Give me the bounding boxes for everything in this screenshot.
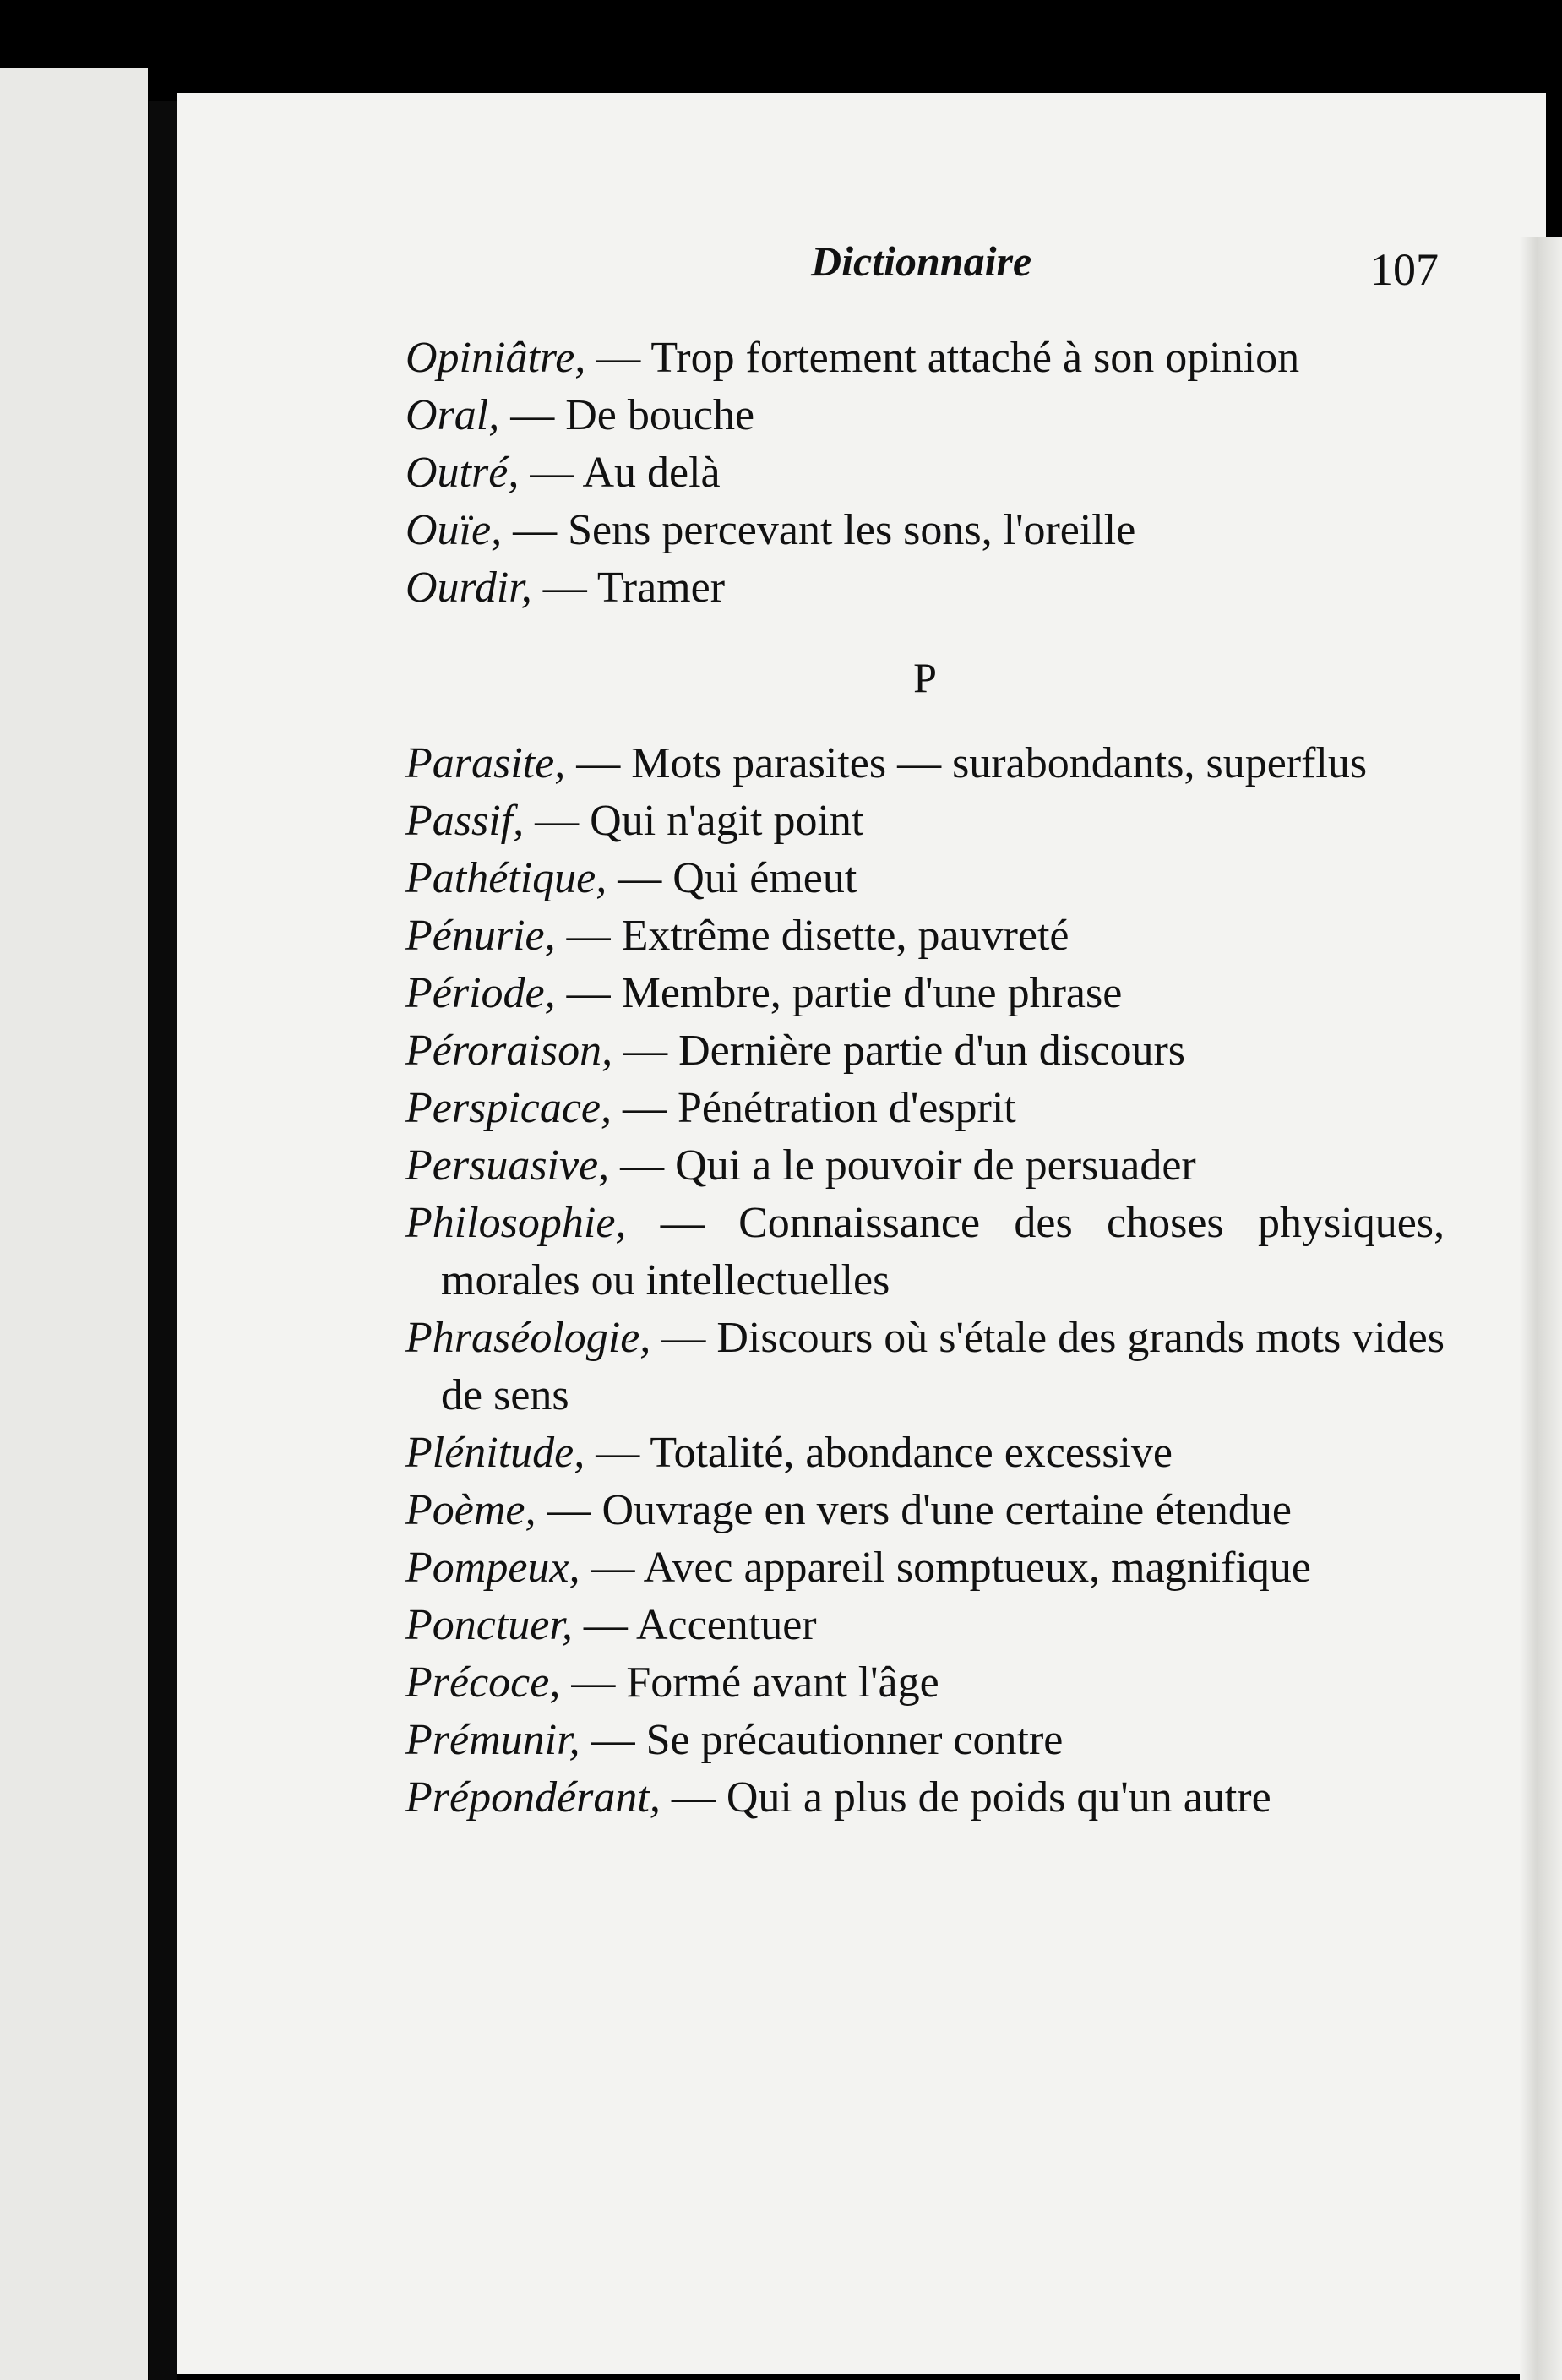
right-page-edge bbox=[1520, 237, 1562, 2380]
entry-term: Pompeux, bbox=[405, 1544, 580, 1592]
dictionary-entry: Ponctuer, — Accentuer bbox=[405, 1601, 817, 1649]
dictionary-entry: Pénurie, — Extrême disette, pauvreté bbox=[405, 912, 1069, 960]
entry-term: Opiniâtre, bbox=[405, 334, 586, 382]
entry-term: Perspicace, bbox=[405, 1084, 612, 1132]
dictionary-entry: Précoce, — Formé avant l'âge bbox=[405, 1658, 939, 1707]
dictionary-entry: Prémunir, — Se précautionner contre bbox=[405, 1716, 1064, 1764]
dictionary-entry: Perspicace, — Pénétration d'esprit bbox=[405, 1084, 1016, 1132]
dictionary-entries bbox=[405, 329, 1445, 1827]
entry-definition: Mots parasites — surabondants, superflus bbox=[631, 739, 1368, 787]
dictionary-entry: Péroraison, — Dernière partie d'un discours bbox=[405, 1027, 1186, 1075]
dictionary-entry: Oral, — De bouche bbox=[405, 391, 755, 439]
entry-definition: Ouvrage en vers d'une certaine étendue bbox=[601, 1486, 1292, 1534]
dictionary-entry: Philosophie, — Connaissance des choses physiques, morales ou intellectuelles bbox=[405, 1199, 1445, 1304]
running-head: Dictionnaire bbox=[811, 237, 1032, 285]
entry-term: Philosophie, bbox=[405, 1199, 627, 1247]
dictionary-entry: Poème, — Ouvrage en vers d'une certaine étendue bbox=[405, 1486, 1292, 1534]
entry-term: Prémunir, bbox=[405, 1716, 580, 1764]
entry-term: Passif, bbox=[405, 797, 525, 845]
page-number: 107 bbox=[1370, 244, 1439, 295]
entry-definition: Trop fortement attaché à son opinion bbox=[650, 334, 1300, 382]
entry-definition: Qui a le pouvoir de persuader bbox=[675, 1141, 1196, 1190]
entry-term: Plénitude, bbox=[405, 1429, 585, 1477]
entry-definition: Qui a plus de poids qu'un autre bbox=[726, 1773, 1271, 1822]
entry-term: Prépondérant, bbox=[405, 1773, 661, 1822]
entry-term: Parasite, bbox=[405, 739, 566, 787]
dictionary-entry: Ouïe, — Sens percevant les sons, l'oreille bbox=[405, 506, 1136, 554]
entry-term: Précoce, bbox=[405, 1658, 561, 1707]
entry-definition: Sens percevant les sons, l'oreille bbox=[568, 506, 1136, 554]
dictionary-entry: Pathétique, — Qui émeut bbox=[405, 854, 857, 902]
dictionary-entry: Phraséologie, — Discours où s'étale des grands mots vides de sens bbox=[405, 1314, 1445, 1419]
dictionary-entry: Prépondérant, — Qui a plus de poids qu'un autre bbox=[405, 1773, 1271, 1822]
entry-definition: Pénétration d'esprit bbox=[678, 1084, 1016, 1132]
entry-term: Outré, bbox=[405, 449, 520, 497]
entry-term: Pathétique, bbox=[405, 854, 607, 902]
entry-definition: Dernière partie d'un discours bbox=[678, 1027, 1186, 1075]
left-page-edge bbox=[0, 68, 148, 2380]
entry-term: Oral, bbox=[405, 391, 500, 439]
entry-definition: Se précautionner contre bbox=[645, 1716, 1064, 1764]
entry-term: Péroraison, bbox=[405, 1027, 613, 1075]
entry-term: Ourdir, bbox=[405, 564, 532, 612]
entry-term: Période, bbox=[405, 969, 556, 1017]
entry-definition: Connaissance des choses physiques, morales ou intellectuelles bbox=[441, 1199, 1445, 1304]
dictionary-entry: Pompeux, — Avec appareil somptueux, magnifique bbox=[405, 1544, 1311, 1592]
dictionary-entry: Ourdir, — Tramer bbox=[405, 564, 726, 612]
binding-shadow bbox=[149, 101, 177, 2380]
entry-term: Phraséologie, bbox=[405, 1314, 651, 1362]
dictionary-entry: Opiniâtre, — Trop fortement attaché à son opinion bbox=[405, 334, 1300, 382]
entry-definition: Extrême disette, pauvreté bbox=[621, 912, 1069, 960]
dictionary-entry: Outré, — Au delà bbox=[405, 449, 721, 497]
entry-definition: Avec appareil somptueux, magnifique bbox=[643, 1544, 1311, 1592]
entry-definition: Formé avant l'âge bbox=[626, 1658, 939, 1707]
entry-term: Poème, bbox=[405, 1486, 536, 1534]
entry-definition: Totalité, abondance excessive bbox=[650, 1429, 1173, 1477]
entry-definition: Accentuer bbox=[635, 1601, 817, 1649]
entry-definition: Qui émeut bbox=[672, 854, 857, 902]
entry-definition: De bouche bbox=[565, 391, 755, 439]
dictionary-entry: Persuasive, — Qui a le pouvoir de persuader bbox=[405, 1141, 1196, 1190]
dictionary-entry: Passif, — Qui n'agit point bbox=[405, 797, 864, 845]
letter-heading: P bbox=[913, 654, 937, 701]
entry-definition: Membre, partie d'une phrase bbox=[621, 969, 1123, 1017]
entry-term: Ouïe, bbox=[405, 506, 503, 554]
entry-definition: Discours où s'étale des grands mots vides de sens bbox=[441, 1314, 1445, 1419]
entry-definition: Qui n'agit point bbox=[590, 797, 864, 845]
entry-term: Pénurie, bbox=[405, 912, 556, 960]
entries-group-p bbox=[405, 735, 1445, 1827]
entry-term: Persuasive, bbox=[405, 1141, 610, 1190]
entry-definition: Au delà bbox=[582, 449, 721, 497]
entries-group-o bbox=[405, 329, 1445, 617]
entry-term: Ponctuer, bbox=[405, 1601, 573, 1649]
dictionary-entry: Parasite, — Mots parasites — surabondants, superflus bbox=[405, 739, 1368, 787]
entry-definition: Tramer bbox=[596, 564, 726, 612]
dictionary-entry: Plénitude, — Totalité, abondance excessive bbox=[405, 1429, 1173, 1477]
dictionary-entry: Période, — Membre, partie d'une phrase bbox=[405, 969, 1123, 1017]
